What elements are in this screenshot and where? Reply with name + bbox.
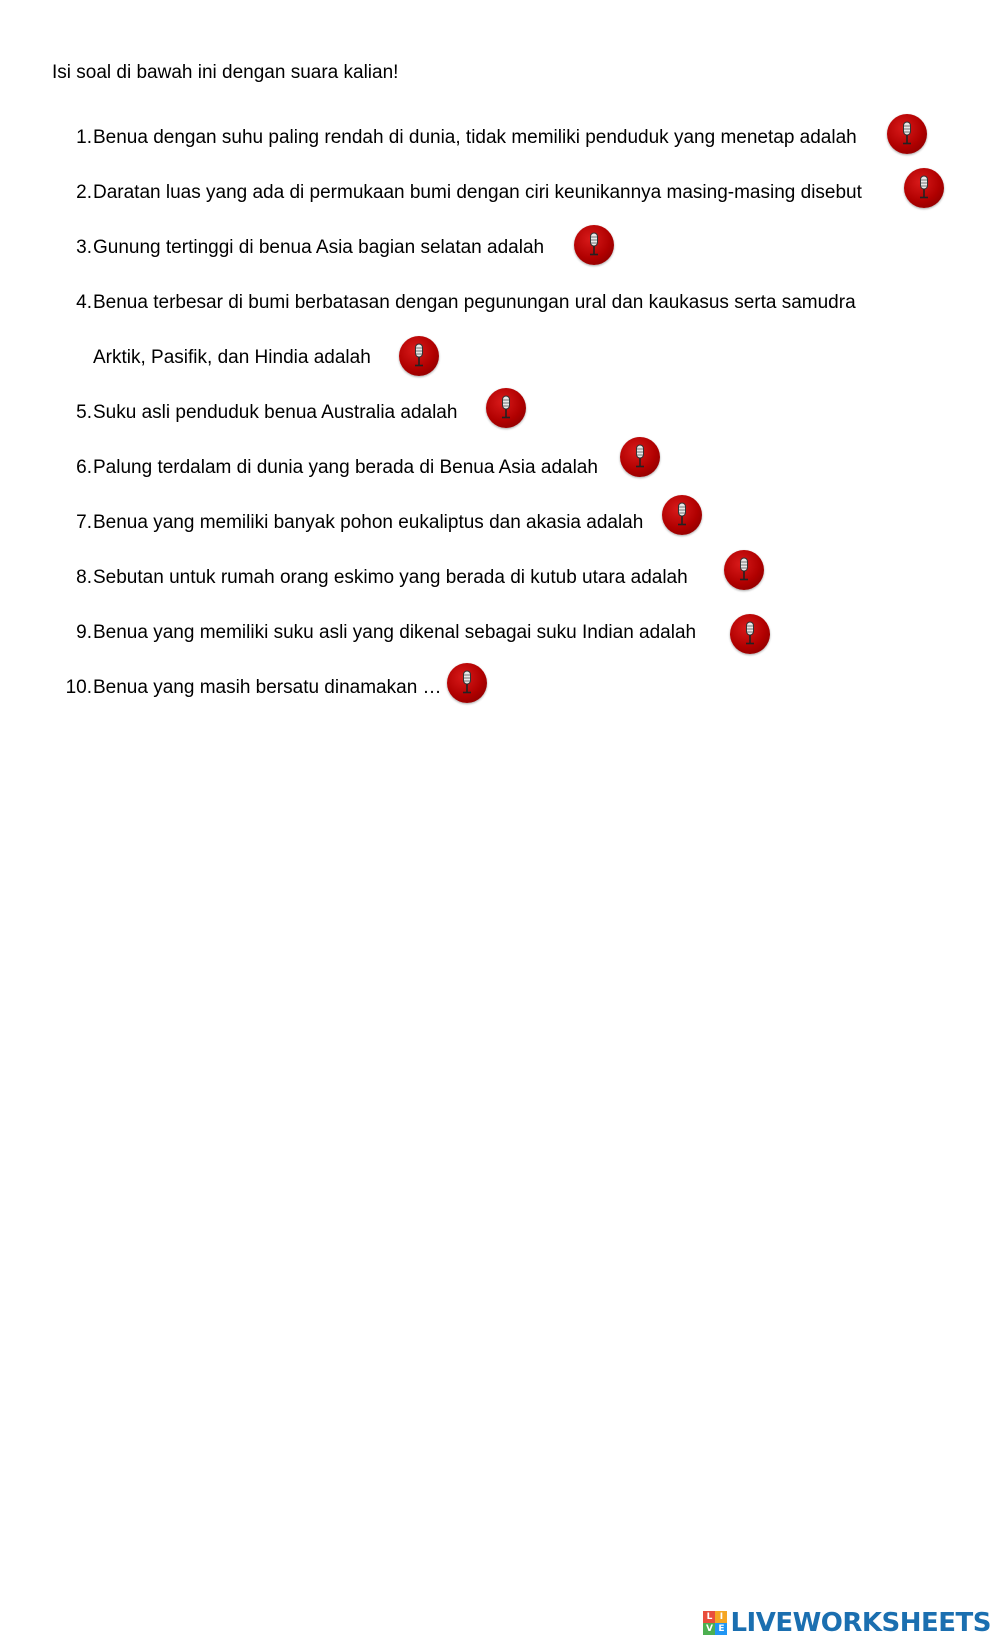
question-text: Benua yang memiliki banyak pohon eukaliptus dan akasia adalah <box>93 512 644 533</box>
liveworksheets-logo-icon <box>703 1611 727 1635</box>
record-answer-button-2[interactable] <box>904 168 944 208</box>
record-answer-button-9[interactable] <box>730 614 770 654</box>
microphone-icon <box>724 550 764 590</box>
microphone-icon <box>662 495 702 535</box>
question-text: Gunung tertinggi di benua Asia bagian selatan adalah <box>93 237 545 258</box>
brand-name: LIVEWORKSHEETS <box>730 1608 991 1638</box>
logo-letter: E <box>715 1623 727 1635</box>
microphone-icon <box>887 114 927 154</box>
question-number: 9. <box>76 622 92 643</box>
question-text: Benua yang memiliki suku asli yang dikenal sebagai suku Indian adalah <box>93 622 697 643</box>
microphone-icon <box>574 225 614 265</box>
question-number: 3. <box>76 237 92 258</box>
question-number: 1. <box>76 127 92 148</box>
microphone-icon <box>447 663 487 703</box>
question-text: Benua dengan suhu paling rendah di dunia, tidak memiliki penduduk yang menetap adalah <box>93 127 857 148</box>
record-answer-button-3[interactable] <box>574 225 614 265</box>
question-number: 6. <box>76 457 92 478</box>
liveworksheets-brand <box>703 1608 991 1638</box>
record-answer-button-6[interactable] <box>620 437 660 477</box>
question-number: 7. <box>76 512 92 533</box>
question-number: 10. <box>65 677 92 698</box>
logo-letter: L <box>703 1611 715 1623</box>
question-text: Daratan luas yang ada di permukaan bumi dengan ciri keunikannya masing-masing disebut <box>93 182 862 203</box>
microphone-icon <box>904 168 944 208</box>
instruction-text: Isi soal di bawah ini dengan suara kalian! <box>52 62 399 83</box>
record-answer-button-1[interactable] <box>887 114 927 154</box>
question-number: 5. <box>76 402 92 423</box>
question-text: Benua terbesar di bumi berbatasan dengan pegunungan ural dan kaukasus serta samudra <box>93 292 856 313</box>
logo-letter: V <box>703 1623 715 1635</box>
microphone-icon <box>399 336 439 376</box>
question-number: 4. <box>76 292 92 313</box>
question-number: 2. <box>76 182 92 203</box>
record-answer-button-7[interactable] <box>662 495 702 535</box>
question-text: Sebutan untuk rumah orang eskimo yang berada di kutub utara adalah <box>93 567 688 588</box>
logo-letter: I <box>715 1611 727 1623</box>
question-text: Palung terdalam di dunia yang berada di Benua Asia adalah <box>93 457 598 478</box>
record-answer-button-8[interactable] <box>724 550 764 590</box>
microphone-icon <box>730 614 770 654</box>
question-text-continued: Arktik, Pasifik, dan Hindia adalah <box>93 347 371 368</box>
question-text: Suku asli penduduk benua Australia adalah <box>93 402 458 423</box>
microphone-icon <box>620 437 660 477</box>
question-number: 8. <box>76 567 92 588</box>
record-answer-button-5[interactable] <box>486 388 526 428</box>
microphone-icon <box>486 388 526 428</box>
record-answer-button-4[interactable] <box>399 336 439 376</box>
record-answer-button-10[interactable] <box>447 663 487 703</box>
question-text: Benua yang masih bersatu dinamakan … <box>93 677 442 698</box>
